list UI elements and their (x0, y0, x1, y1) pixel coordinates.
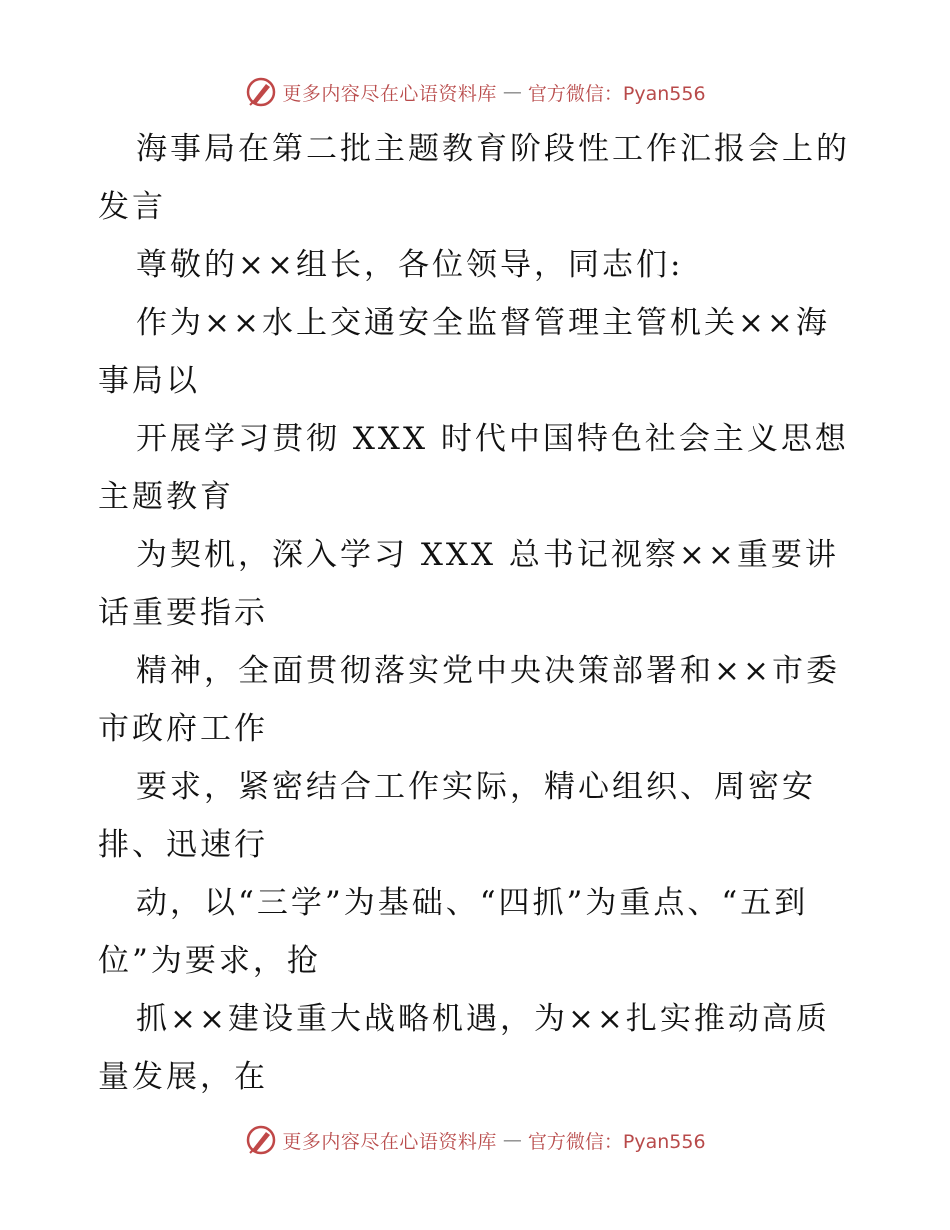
watermark-separator: — (502, 81, 522, 103)
pen-logo-icon (244, 1123, 278, 1157)
document-title: 海事局在第二批主题教育阶段性工作汇报会上的发言 (98, 131, 850, 225)
watermark-contact: 官方微信：Pyan556 (527, 1130, 706, 1153)
body-paragraph: 抓××建设重大战略机遇，为××扎实推动高质量发展，在 (98, 1001, 830, 1095)
body-paragraph: 动，以“三学”为基础、“四抓”为重点、“五到位”为要求，抢 (98, 885, 809, 979)
body-paragraph: 为契机，深入学习 XXX 总书记视察××重要讲话重要指示 (98, 537, 839, 631)
pen-logo-icon (244, 75, 278, 109)
body-paragraph: 精神，全面贯彻落实党中央决策部署和××市委市政府工作 (98, 653, 840, 747)
body-paragraph: 作为××水上交通安全监督管理主管机关××海事局以 (98, 305, 830, 399)
body-paragraph: 开展学习贯彻 XXX 时代中国特色社会主义思想主题教育 (98, 421, 849, 515)
watermark-separator: — (502, 1129, 522, 1151)
body-paragraph: 要求，紧密结合工作实际，精心组织、周密安排、迅速行 (98, 769, 816, 863)
watermark-footer (0, 1120, 950, 1160)
watermark-header (0, 72, 950, 112)
watermark-contact: 官方微信：Pyan556 (527, 82, 706, 105)
watermark-text: 更多内容尽在心语资料库 (282, 1130, 497, 1153)
document-body (98, 120, 850, 1106)
watermark-text: 更多内容尽在心语资料库 (282, 82, 497, 105)
salutation: 尊敬的××组长，各位领导，同志们: (136, 247, 684, 283)
